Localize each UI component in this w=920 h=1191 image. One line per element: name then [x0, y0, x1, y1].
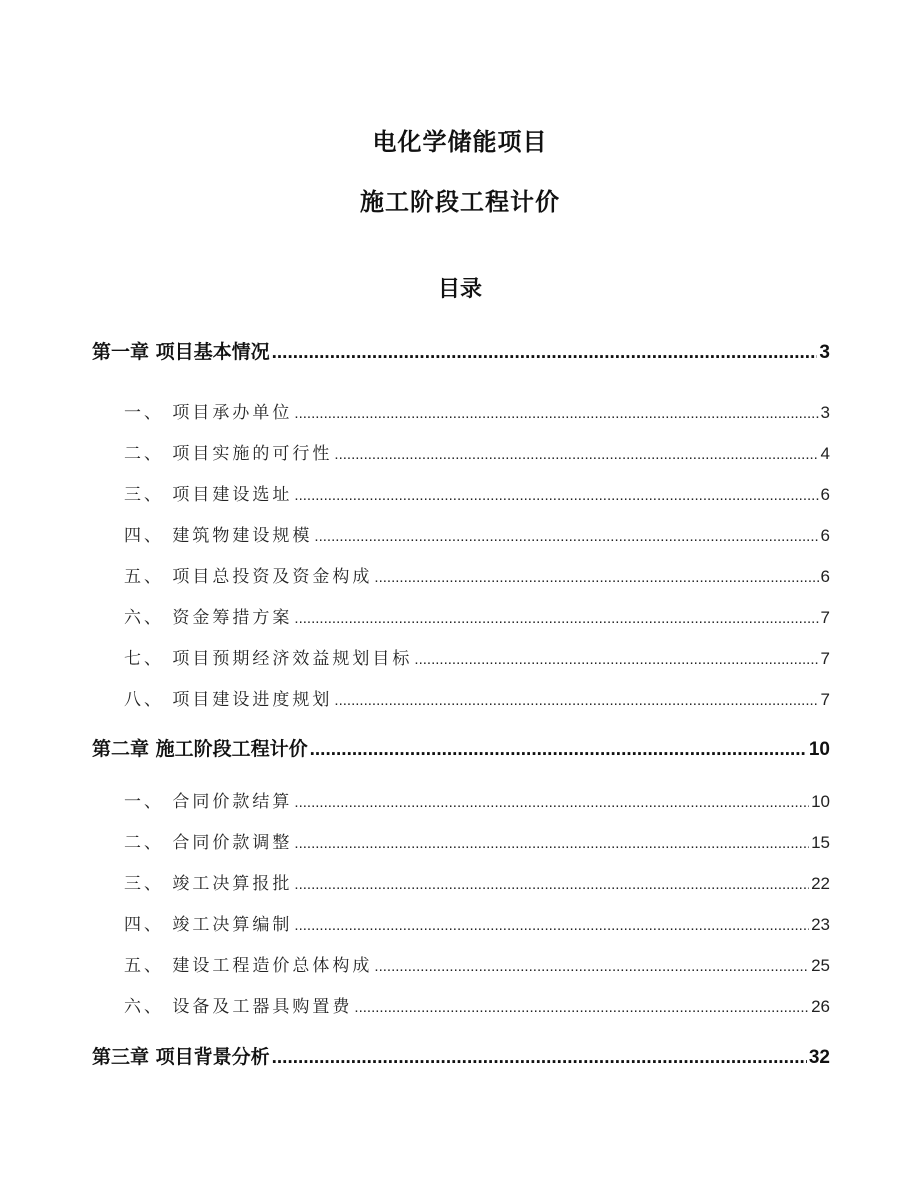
document-title-line1: 电化学储能项目: [372, 128, 548, 156]
toc-entry-page: 7: [820, 649, 830, 668]
toc-entry-label: 第三章 项目背景分析: [92, 1046, 270, 1068]
toc-entry-page: 26: [811, 997, 830, 1016]
toc-entry[interactable]: [92, 439, 830, 464]
toc-entry-label: 二、 项目实施的可行性: [124, 444, 333, 464]
toc-entry-label: 三、 项目建设选址: [124, 485, 293, 505]
toc-entry-page: 25: [811, 956, 830, 975]
toc-entry-page: 3: [820, 403, 830, 422]
toc-entry-label: 六、 资金筹措方案: [124, 608, 293, 628]
toc-entry[interactable]: [92, 644, 830, 669]
toc-entry-page: 6: [820, 485, 830, 504]
dot-leader: [374, 569, 818, 586]
toc-entry-label: 二、 合同价款调整: [124, 833, 293, 853]
toc-entry-page: 4: [820, 444, 830, 463]
toc-entry[interactable]: [92, 910, 830, 935]
toc-entry[interactable]: [92, 603, 830, 628]
toc-entry[interactable]: [92, 521, 830, 546]
toc-entry-label: 八、 项目建设进度规划: [124, 690, 333, 710]
dot-leader: [294, 876, 809, 893]
toc-entry-label: 一、 项目承办单位: [124, 403, 293, 423]
document-title-line2: 施工阶段工程计价: [360, 188, 560, 216]
dot-leader: [354, 999, 809, 1016]
dot-leader: [294, 405, 818, 422]
dot-leader: [272, 342, 818, 364]
toc-entry-page: 7: [820, 608, 830, 627]
dot-leader: [334, 692, 818, 709]
toc-entry-page: 10: [808, 739, 830, 760]
toc-entry-label: 第二章 施工阶段工程计价: [92, 738, 308, 760]
dot-leader: [374, 958, 809, 975]
dot-leader: [414, 651, 818, 668]
toc-entry-label: 三、 竣工决算报批: [124, 874, 293, 894]
toc-entry-page: 6: [820, 567, 830, 586]
toc-entry[interactable]: [92, 951, 830, 976]
toc-heading: 目录: [437, 277, 482, 302]
toc-entry[interactable]: [92, 562, 830, 587]
toc-entry-page: 6: [820, 526, 830, 545]
toc-entry-label: 四、 建筑物建设规模: [124, 526, 313, 546]
dot-leader: [272, 1047, 807, 1069]
toc-entry-label: 五、 建设工程造价总体构成: [124, 956, 373, 976]
toc-entry[interactable]: [92, 734, 830, 761]
toc-entry[interactable]: [92, 480, 830, 505]
toc-entry-page: 15: [811, 833, 830, 852]
toc-entry-label: 四、 竣工决算编制: [124, 915, 293, 935]
toc-entry-page: 32: [808, 1047, 830, 1068]
toc-entry[interactable]: [92, 1042, 830, 1069]
toc-entry[interactable]: [92, 992, 830, 1017]
dot-leader: [294, 794, 809, 811]
toc-entry-label: 七、 项目预期经济效益规划目标: [124, 649, 413, 669]
dot-leader: [294, 487, 818, 504]
toc-entry[interactable]: [92, 828, 830, 853]
toc-entry[interactable]: [92, 787, 830, 812]
toc-entry-page: 22: [811, 874, 830, 893]
toc-entry[interactable]: [92, 398, 830, 423]
toc-entry-label: 五、 项目总投资及资金构成: [124, 567, 373, 587]
toc-entry-page: 10: [811, 792, 830, 811]
dot-leader: [314, 528, 818, 545]
toc-entry-label: 六、 设备及工器具购置费: [124, 997, 353, 1017]
toc-entry-label: 第一章 项目基本情况: [92, 341, 270, 363]
toc-entry-page: 3: [819, 342, 830, 363]
toc-entry-label: 一、 合同价款结算: [124, 792, 293, 812]
dot-leader: [294, 917, 809, 934]
toc-entry[interactable]: [92, 869, 830, 894]
dot-leader: [334, 446, 818, 463]
dot-leader: [294, 835, 809, 852]
toc-entry-page: 23: [811, 915, 830, 934]
toc-entry[interactable]: [92, 685, 830, 710]
dot-leader: [310, 739, 807, 761]
dot-leader: [294, 610, 818, 627]
toc-entry[interactable]: [92, 337, 830, 364]
toc-entry-page: 7: [820, 690, 830, 709]
